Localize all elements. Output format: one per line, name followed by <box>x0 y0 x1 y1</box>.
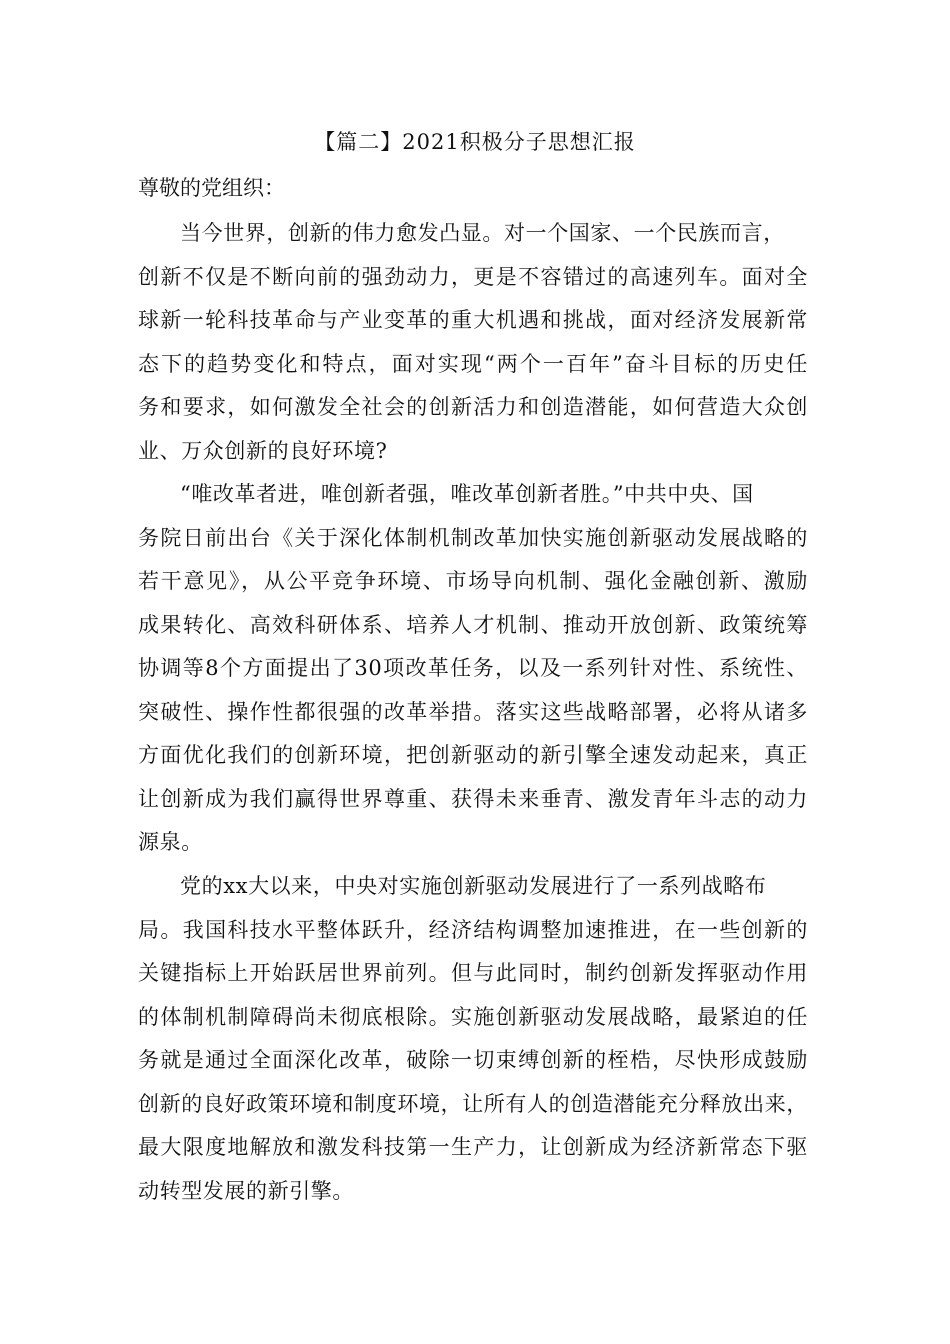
paragraph-line: 成果转化、高效科研体系、培养人才机制、推动开放创新、政策统筹 <box>138 612 808 637</box>
paragraph-line: 业、万众创新的良好环境? <box>138 438 388 463</box>
paragraph-line: 局。我国科技水平整体跃升，经济结构调整加速推进，在一些创新的 <box>138 917 808 942</box>
paragraph-line: 最大限度地解放和激发科技第一生产力，让创新成为经济新常态下驱 <box>138 1135 808 1159</box>
paragraph-line: 若干意见》，从公平竞争环境、市场导向机制、强化金融创新、激励 <box>138 569 808 593</box>
paragraph-line: 务就是通过全面深化改革，破除一切束缚创新的桎梏，尽快形成鼓励 <box>138 1048 808 1072</box>
paragraph-line: 协调等8个方面提出了30项改革任务，以及一系列针对性、系统性、 <box>138 656 808 680</box>
paragraph-1 <box>138 212 828 473</box>
paragraph-line: 源泉。 <box>138 830 203 854</box>
paragraph-line: 务和要求，如何激发全社会的创新活力和创造潜能，如何营造大众创 <box>138 395 808 419</box>
paragraph-line: 态下的趋势变化和特点，面对实现“两个一百年”奋斗目标的历史任 <box>138 351 808 376</box>
paragraph-line: 的体制机制障碍尚未彻底根除。实施创新驱动发展战略，最紧迫的任 <box>138 1004 808 1029</box>
paragraph-line: 当今世界，创新的伟力愈发凸显。对一个国家、一个民族而言， <box>180 221 785 245</box>
paragraph-line: 创新不仅是不断向前的强劲动力，更是不容错过的高速列车。面对全 <box>138 264 808 289</box>
paragraph-3 <box>138 865 828 1213</box>
paragraph-2 <box>138 473 828 865</box>
document-title: 【篇二】2021积极分子思想汇报 <box>314 130 636 154</box>
salutation: 尊敬的党组织： <box>138 176 285 200</box>
paragraph-line: 关键指标上开始跃居世界前列。但与此同时，制约创新发挥驱动作用 <box>138 961 808 985</box>
paragraph-line: 球新一轮科技革命与产业变革的重大机遇和挑战，面对经济发展新常 <box>138 308 808 332</box>
paragraph-line: 突破性、操作性都很强的改革举措。落实这些战略部署，必将从诸多 <box>138 699 808 724</box>
paragraph-line: 务院日前出台《关于深化体制机制改革加快实施创新驱动发展战略的 <box>138 525 808 550</box>
paragraph-line: 方面优化我们的创新环境，把创新驱动的新引擎全速发动起来，真正 <box>138 743 808 767</box>
paragraph-line: “唯改革者进，唯创新者强，唯改革创新者胜。”中共中央、国 <box>180 482 754 506</box>
paragraph-line: 让创新成为我们赢得世界尊重、获得未来垂青、激发青年斗志的动力 <box>138 786 808 811</box>
paragraph-line: 动转型发展的新引擎。 <box>138 1178 354 1203</box>
paragraph-line: 党的xx大以来，中央对实施创新驱动发展进行了一系列战略布 <box>180 874 767 898</box>
paragraph-line: 创新的良好政策环境和制度环境，让所有人的创造潜能充分释放出来， <box>138 1091 808 1116</box>
